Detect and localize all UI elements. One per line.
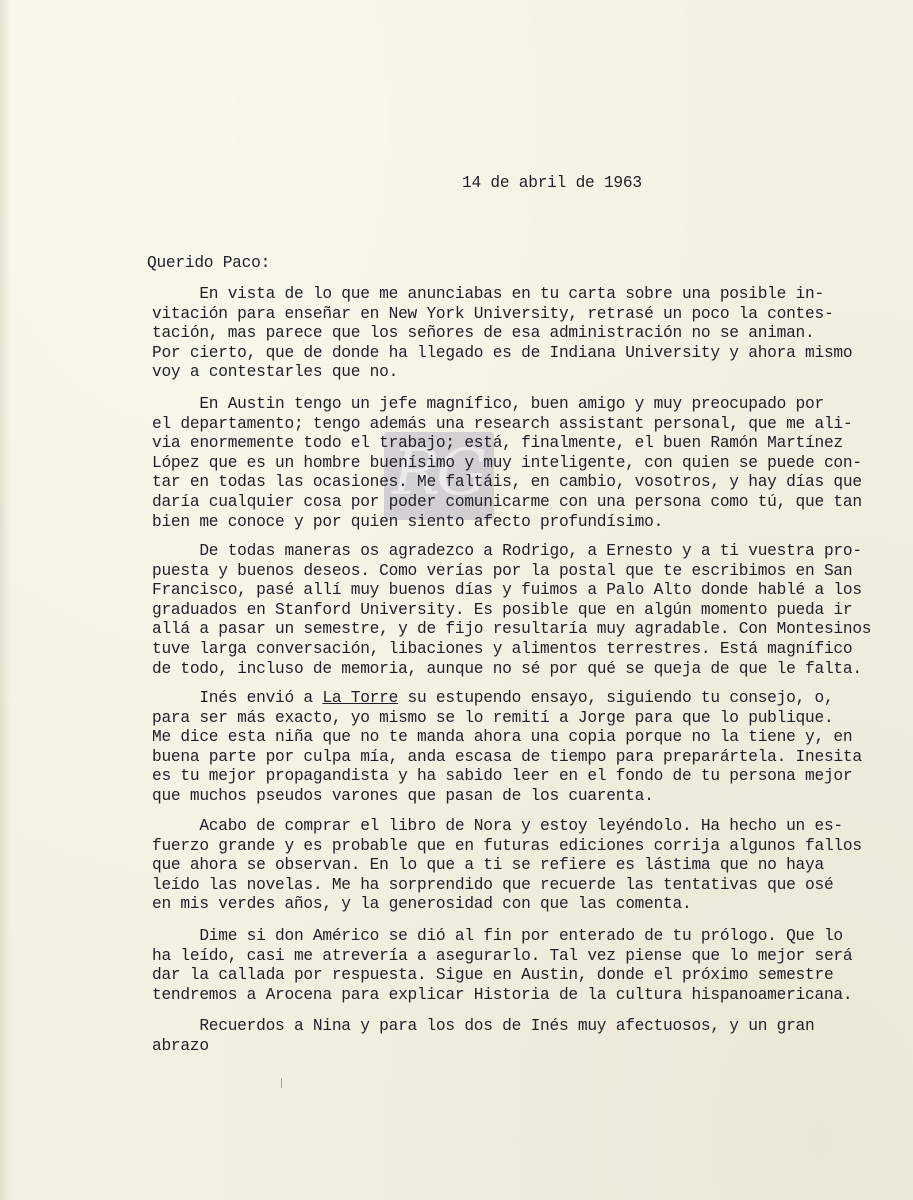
- text-line: Por cierto, que de donde ha llegado es de Indiana University y ahora mismo: [152, 343, 853, 362]
- paragraph-2: [152, 395, 862, 532]
- paragraph-5: [152, 817, 862, 915]
- text-line: López que es un hombre buenísimo y muy inteligente, con quien se puede con-: [152, 453, 862, 472]
- text-line: para ser más exacto, yo mismo se lo remití a Jorge para que lo publique.: [152, 708, 834, 727]
- text-line: En vista de lo que me anunciabas en tu carta sobre una posible in-: [152, 285, 824, 303]
- text-line: tuve larga conversación, libaciones y alimentos terrestres. Está magnífico: [152, 639, 853, 658]
- paragraph-4: [152, 689, 862, 807]
- text-line: Francisco, pasé allí muy buenos días y fuimos a Palo Alto donde hablé a los: [152, 581, 862, 600]
- text-line: En Austin tengo un jefe magnífico, buen amigo y muy preocupado por: [152, 395, 824, 413]
- text-line: en mis verdes años, y la generosidad con que las comenta.: [152, 895, 692, 914]
- text-line: que muchos pseudos varones que pasan de los cuarenta.: [152, 786, 654, 805]
- text-line: via enormemente todo el trabajo; está, finalmente, el buen Ramón Martínez: [152, 434, 843, 453]
- text-line: Inés envió a La Torre su estupendo ensayo, siguiendo tu consejo, o,: [152, 689, 834, 707]
- text-line: abrazo: [152, 1036, 209, 1055]
- text-line: que ahora se observan. En lo que a ti se refiere es lástima que no haya: [152, 856, 824, 875]
- text-line: De todas maneras os agradezco a Rodrigo, a Ernesto y a ti vuestra pro-: [152, 542, 862, 560]
- text-line: Acabo de comprar el libro de Nora y estoy leyéndolo. Ha hecho un es-: [152, 817, 843, 835]
- paragraph-1: [152, 285, 852, 383]
- text-line: es tu mejor propagandista y ha sabido leer en el fondo de tu persona mejor: [152, 767, 853, 786]
- letter-salutation: Querido Paco:: [147, 254, 271, 272]
- text-line: dar la callada por respuesta. Sigue en Austin, donde el próximo semestre: [152, 966, 834, 985]
- page-edge-shadow: [0, 0, 10, 1200]
- ink-mark: [281, 1078, 282, 1088]
- paragraph-6: [152, 927, 852, 1005]
- text-line: Dime si don Américo se dió al fin por enterado de tu prólogo. Que lo: [152, 927, 843, 945]
- text-line: tar en todas las ocasiones. Me faltáis, en cambio, vosotros, y hay días que: [152, 473, 862, 492]
- text-line: allá a pasar un semestre, y de fijo resultaría muy agradable. Con Montesinos: [152, 620, 872, 639]
- text-line: Recuerdos a Nina y para los dos de Inés muy afectuosos, y un gran: [152, 1017, 815, 1035]
- text-line: voy a contestarles que no.: [152, 363, 399, 382]
- text-line: tación, mas parece que los señores de esa administración no se animan.: [152, 324, 815, 343]
- paragraph-3: [152, 542, 872, 679]
- text-line: puesta y buenos deseos. Como verías por la postal que te escribimos en San: [152, 561, 853, 580]
- text-line: el departamento; tengo además una research assistant personal, que me ali-: [152, 414, 853, 433]
- text-line: daría cualquier cosa por poder comunicarme con una persona como tú, que tan: [152, 492, 862, 511]
- text-line: leído las novelas. Me ha sorprendido que recuerde las tentativas que osé: [152, 875, 834, 894]
- text-line: Me dice esta niña que no te manda ahora una copia porque no la tiene y, en: [152, 728, 853, 747]
- text-line: de todo, incluso de memoria, aunque no sé por qué se queja de que le falta.: [152, 659, 862, 678]
- paragraph-closing: [152, 1017, 852, 1056]
- archive-watermark-logo: RG: [384, 432, 494, 520]
- text-line: fuerzo grande y es probable que en futuras ediciones corrija algunos fallos: [152, 836, 862, 855]
- text-line: buena parte por culpa mía, anda escasa de tiempo para preparártela. Inesita: [152, 747, 862, 766]
- letter-date: 14 de abril de 1963: [462, 174, 642, 192]
- text-line: bien me conoce y por quien siento afecto profundísimo.: [152, 512, 664, 531]
- underlined-title: La Torre: [322, 689, 399, 707]
- text-line: vitación para enseñar en New York University, retrasé un poco la contes-: [152, 304, 834, 323]
- text-line: ha leído, casi me atrevería a asegurarlo. Tal vez piense que lo mejor será: [152, 946, 853, 965]
- text-line: graduados en Stanford University. Es posible que en algún momento pueda ir: [152, 600, 853, 619]
- text-line: tendremos a Arocena para explicar Historia de la cultura hispanoamericana.: [152, 985, 853, 1004]
